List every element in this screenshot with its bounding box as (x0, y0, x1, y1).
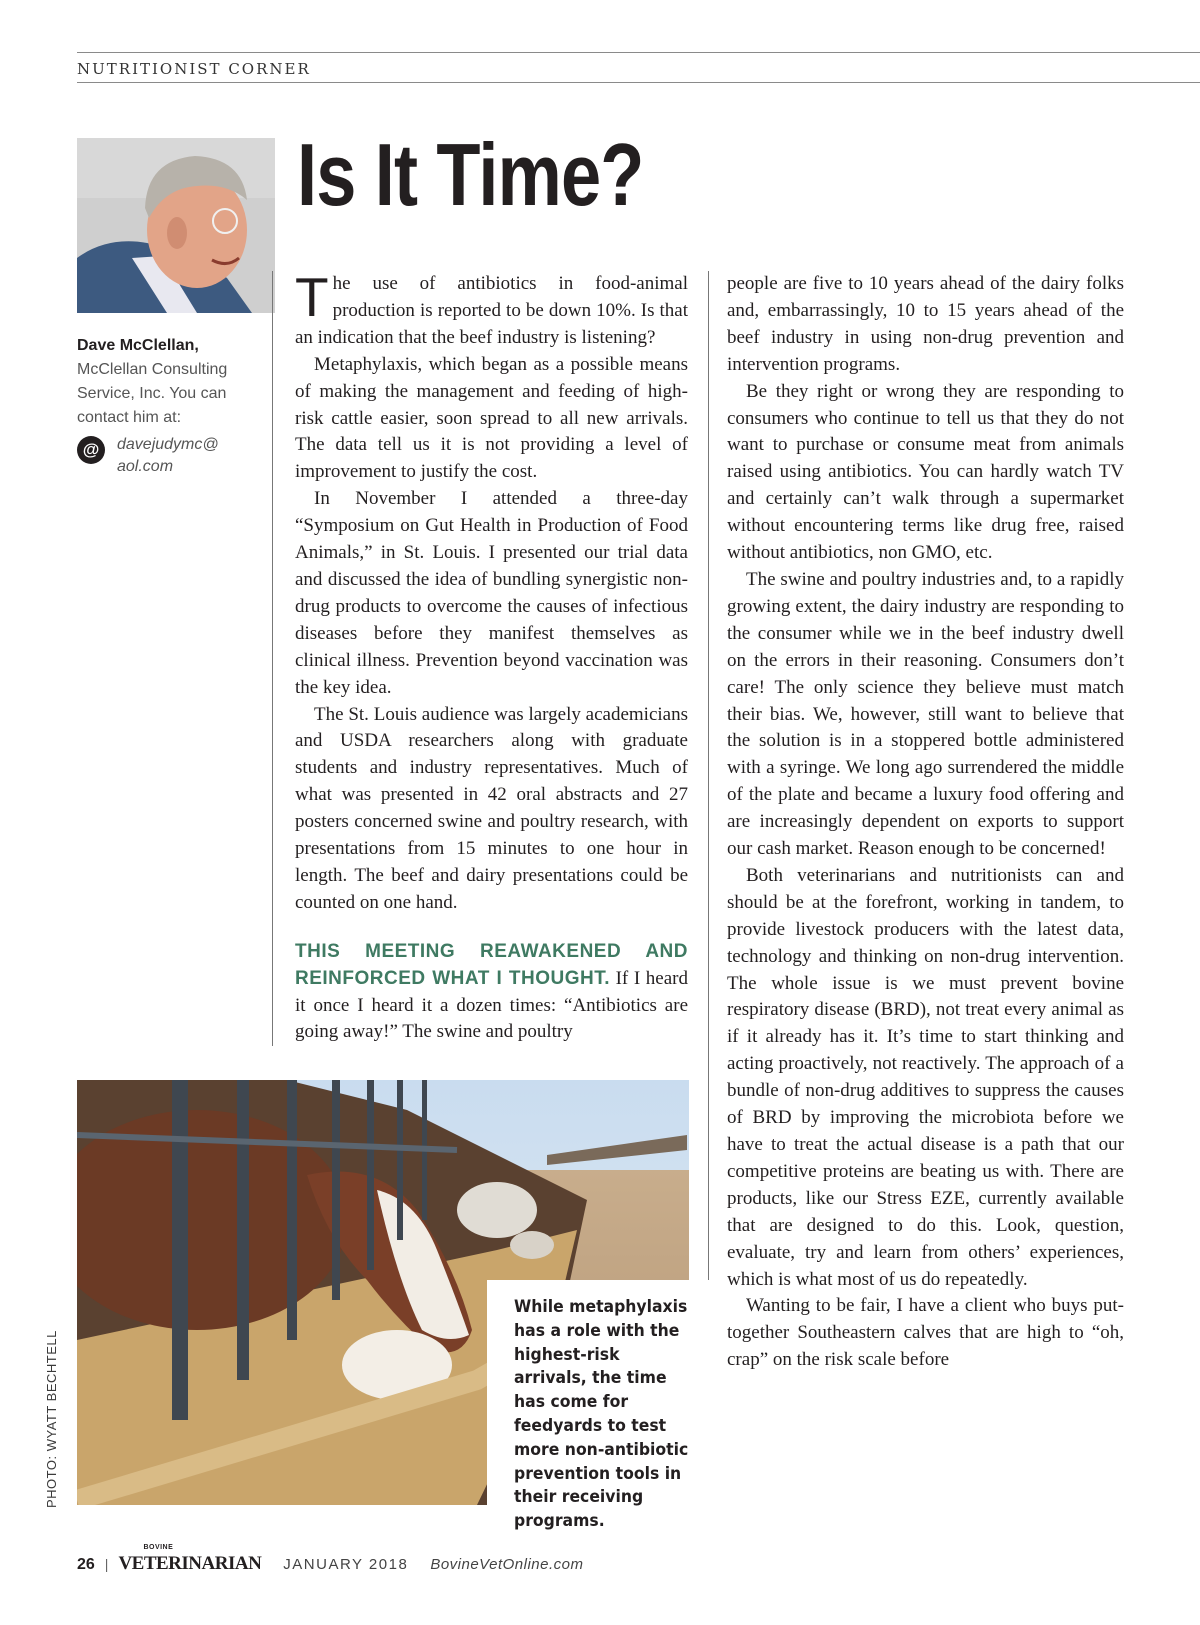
paragraph-5-text: If I heard it once I heard it a dozen times: “Antibiotics are going away!” The swine and poultry (295, 967, 688, 1043)
paragraph-3: In November I attended a three-day “Symposium on Gut Health in Production of Food Animals,” in St. Louis. I presented our trial data and discussed the idea of bundling synergistic non-drug products to overcome the causes of infectious diseases before they manifest themselves as clinical illness. Prevention beyond vaccination was the key idea. (295, 488, 688, 698)
photo-caption: While metaphylaxis has a role with the highest-risk arrivals, the time has come for feedyards to test more non-antibiotic prevention tools in their receiving programs. (514, 1297, 689, 1532)
masthead-small-text: BOVINE (143, 1544, 174, 1551)
headshot-illustration (77, 138, 275, 313)
photo-credit: PHOTO: WYATT BECHTELL (44, 1330, 59, 1508)
section-label: NUTRITIONIST CORNER (77, 60, 311, 78)
footer-separator: | (104, 1556, 109, 1572)
website-link[interactable]: BovineVetOnline.com (430, 1556, 584, 1573)
header-bottom-rule (77, 82, 1200, 83)
author-info (77, 334, 257, 430)
col2-paragraph-4: Both veterinarians and nutritionists can and should be at the forefront, working in tandem, to provide livestock producers with the latest data, technology and thinking on non-drug intervention. The whole issue is we must prevent bovine respiratory disease (BRD), not treat every animal as if it already has it. It’s time to start thinking and acting proactively, not reactively. The approach of a bundle of non-drug additives to suppress the causes of BRD by improving the microbiota before we have to treat the actual disease is a path that our competitive proteins are beating us with. There are products, like our Stress EZE, currently available that are designed to do this. Look, question, evaluate, try and learn from others’ experiences, which is what most of us do repeatedly. (727, 864, 1124, 1290)
author-email[interactable]: davejudymc@ aol.com (117, 436, 219, 475)
masthead-text: VETERINARIAN (118, 1553, 262, 1574)
article-headline: Is It Time? (297, 125, 644, 224)
col2-paragraph-3: The swine and poultry industries and, to a rapidly growing extent, the dairy industry are responding to the consumer while we in the beef industry dwell on the errors in their reasoning. Consumers don’t care! The only science they believe must match their bias. We, however, still want to believe that the solution is in a stoppered bottle administered with a syringe. We long ago surrendered the middle of the plate and became a luxury food offering and are increasingly dependent on exports to support our cash market. Reason enough to be concerned! (727, 568, 1124, 860)
author-headshot (77, 138, 275, 313)
drop-cap: T (295, 266, 329, 328)
author-name: Dave McClellan, (77, 337, 199, 354)
author-email-row (77, 434, 219, 478)
paragraph-1-text: he use of antibiotics in food-animal production is reported to be down 10%. Is that an indication that the beef industry is listening? (295, 273, 688, 348)
col2-paragraph-5: Wanting to be fair, I have a client who buys put-together Southeastern calves that are high to “oh, crap” on the risk scale before (727, 1295, 1124, 1371)
page-footer (77, 1544, 584, 1575)
page-number: 26 (77, 1556, 95, 1573)
header-top-rule (77, 52, 1200, 53)
at-icon: @ (77, 436, 105, 464)
issue-date: JANUARY 2018 (283, 1556, 409, 1573)
column-divider-1 (272, 271, 273, 1046)
article-column-2 (727, 271, 1124, 1374)
paragraph-2: Metaphylaxis, which began as a possible means of making the management and feeding of high-risk cattle easier, soon spread to all new arrivals. The data tell us it is not providing a level of improvement to justify the cost. (295, 353, 688, 483)
author-bio: McClellan Consulting Service, Inc. You can contact him at: (77, 361, 228, 426)
masthead-logo (118, 1544, 262, 1575)
paragraph-gap (295, 917, 688, 939)
section-subhead: THIS MEETING REAWAKENED AND REINFORCED WHAT I THOUGHT. (295, 940, 688, 989)
col2-paragraph-1: people are five to 10 years ahead of the dairy folks and, embarrassingly, 10 to 15 years ahead of the beef industry in using non-drug prevention and intervention programs. (727, 273, 1124, 375)
col2-paragraph-2: Be they right or wrong they are responding to consumers who continue to tell us that they do not want to purchase or consume meat from animals raised using antibiotics. You can hardly watch TV and certainly can’t walk through a supermarket without encountering terms like drug free, raised without antibiotics, non GMO, etc. (727, 380, 1124, 564)
paragraph-4: The St. Louis audience was largely academicians and USDA researchers along with graduate students and industry representatives. Much of what was presented in 42 oral abstracts and 27 posters concerned swine and poultry research, with presentations from 15 minutes to one hour in length. The beef and dairy presentations could be counted on one hand. (295, 703, 688, 913)
article-column-1 (295, 266, 688, 1046)
paragraph-1 (295, 266, 688, 352)
paragraph-5 (295, 939, 688, 1047)
